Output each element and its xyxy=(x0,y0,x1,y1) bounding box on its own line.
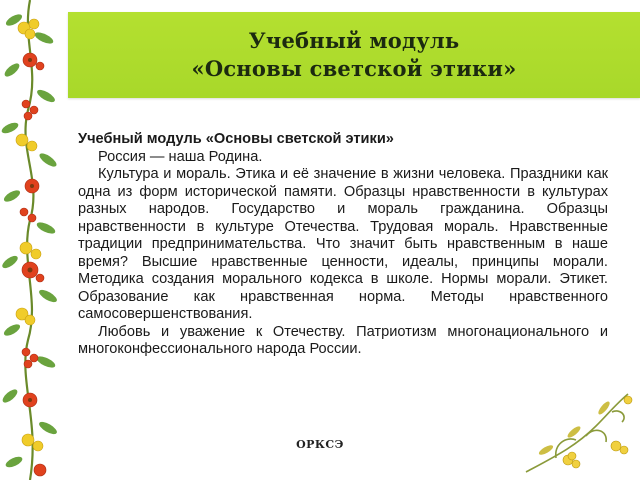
content-paragraph-patriotism: Любовь и уважение к Отечеству. Патриотизм многонационального и многоконфессионального народа России. xyxy=(78,323,608,357)
title-banner xyxy=(68,12,640,98)
content-line-homeland: Россия — наша Родина. xyxy=(98,148,263,165)
slide-title-line2: «Основы светской этики» xyxy=(191,56,517,81)
floral-border-icon xyxy=(0,0,62,480)
content-paragraph-culture: Культура и мораль. Этика и её значение в жизни человека. Праздники как одна из форм исторической памяти. Образцы нравственности в культурах разных народов. Государство и мораль гражданина. Образцы нравственности в культуре Отечества. Трудовая мораль. Нравственные традиции предпринимательства. Что значит быть нравственным в наше время? Высшие нравственные ценности, идеалы, принципы морали. Методика создания морального кодекса в школе. Нормы морали. Этикет. Образование как нравственная норма. Методы нравственного самосовершенствования. xyxy=(78,166,608,322)
footer-label: ОРКСЭ xyxy=(296,438,344,451)
slide-title-line1: Учебный модуль xyxy=(248,28,460,53)
slide-content xyxy=(78,131,608,399)
content-heading: Учебный модуль «Основы светской этики» xyxy=(78,131,394,147)
flower-ornament-icon xyxy=(516,386,636,478)
